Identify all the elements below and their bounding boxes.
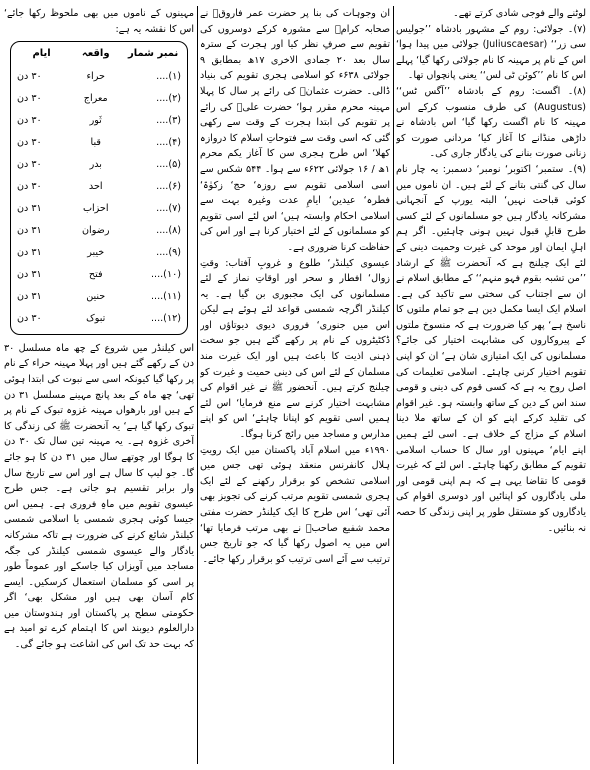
row-number: (۱۲).... bbox=[150, 312, 181, 324]
row-event: حنین bbox=[86, 290, 106, 302]
header-number: نمبر شمار bbox=[127, 48, 179, 60]
row-event: احزاب bbox=[82, 202, 109, 214]
table-row bbox=[17, 308, 181, 330]
row-number: (۴).... bbox=[156, 136, 181, 148]
paragraph: (۹)۔ ستمبر‘ اکتوبر‘ نومبر‘ دسمبر: یہ چار نام سال کی گنتی بتانے کے لئے ہیں۔ ان ناموں میں کوئی قباحت نہیں‘ البتہ یورپ کے آنجہانی مشرکانہ یادگار ہیں جو مسلمانوں کے لئے کسی طرح قابلِ قبول نہیں ہونی چاہئیں۔ اگر ہم اہلِ ایمان اور موحد کی غیرت وحمیت دینی کے لئے ایک چیلنج ہے کہ آنحضرت ﷺ کے ارشاد ’’من تشبہ بقوم فہو منہم‘‘ کے مطابق اسلام نے ان سے اجتناب کی سختی سے تاکید کی ہے۔ اسلام ایک ایسا مکمل دین ہے جو تمام ملتوں کا ناسخ ہے‘ پھر کیا ضرورت ہے کہ منسوخ ملتوں کے پیروکاروں کی مشابہت اختیار کی جائے؟ مسلمانوں کی ایک امتیازی شان ہے‘ ان کو اپنی تقویم اختیار کرنی چاہئے۔ اسلامی تعلیمات کی اصل روح یہ ہے کہ کسی قوم کی دینی و قومی سند اس کے دین کے ساتھ وابستہ ہو۔ غیر اقوام کی تقلید کرکے اپنے کو ان کے ساتھ ملا دینا اسلام کے مزاج کے خلاف ہے۔ اسی لئے ہمیں اپنے ایام‘ مہینوں اور سال کا حساب اسلامی تقویم کے مطابق رکھنا چاہئے۔ اس لئے کہ غیرت قومی کا تقاضا یہی ہے کہ ہم اپنی قومی اور ملی یادگاروں کو اپنائیں اور دوسری اقوام کی یادگاروں کو مستقل طور پر اپنی زندگی کا حصہ نہ بنائیں۔ bbox=[396, 163, 586, 534]
table-intro: مہینوں کے ناموں میں بھی ملحوظ رکھا جائے‘ اس کا نقشہ یہ ہے: bbox=[4, 8, 194, 35]
table-header-row bbox=[17, 45, 181, 66]
table-row bbox=[17, 132, 181, 154]
paragraph: (۸)۔ اگست: روم کے بادشاہ ’’آگس ٹس‘‘ (Augustus) کی طرف منسوب کرکے اس مہینہ کا نام اگست رکھا گیا‘ اس بادشاہ نے داڑھی منڈانے کا آغاز کیا‘ مردانی صورت کو زنانی صورت بنانے کی یادگار جاری کی۔ bbox=[396, 85, 586, 160]
paragraph: اس کیلنڈر میں شروع کے چھ ماہ مسلسل ۳۰ دن کے رکھے گئے ہیں اور پہلا مہینہ حراء کے نام پر رکھا گیا کیونکہ اسی سے نبوت کی ابتدا ہوئی تھی‘ چھ ماہ کے بعد پانچ مہینے مسلسل ۳۱ دن کے ہیں اور بارھواں مہینہ غزوہ تبوک کے نام پر تبوک رکھا گیا ہے‘ یہ آنحضرت ﷺ کی زندگی کا آخری غزوہ ہے۔ یہ مہینہ تین سال تک ۳۰ دن کا ہوگا اور چوتھے سال میں ۳۱ دن کا ہو جائے گا۔ جو لیپ کا سال ہے اور اس سے تاریخ سال وار برابر تقسیم ہو جاتی ہے۔ جس طرح عیسوی تقویم میں ماہِ فروری ہے۔ ہمیں اس جیسا کوئی ہجری شمسی یا اسلامی شمسی کیلنڈر شائع کرنے کی ضرورت ہے تاکہ مشرکانہ یادگار والے عیسوی شمسی کیلنڈر کی جگہ مساجد میں آویزاں کیا جاسکے اور عموماً طور پر اسی کو مسلمان استعمال کرسکیں۔ ایسے کام آسان بھی ہیں اور مشکل بھی‘ اگر حکومتی سطح پر پاکستان اور ہندوستان میں دارالعلوم دیوبند اس کا اہتمام کرے تو امید ہے کہ بہت حد تک اس کی اشاعت ہو جائے گی۔ bbox=[4, 342, 194, 651]
row-number: (۱).... bbox=[156, 70, 181, 82]
row-number: (۵).... bbox=[156, 158, 181, 170]
row-days: ۳۰ دن bbox=[17, 136, 42, 148]
table-row bbox=[17, 220, 181, 242]
paragraph: لوٹنے والے فوجی شادی کرتے تھے۔ bbox=[453, 8, 586, 19]
row-event: فتح bbox=[88, 268, 103, 280]
row-event: خیبر bbox=[87, 246, 105, 258]
row-event: احد bbox=[88, 180, 103, 192]
row-number: (۱۰).... bbox=[150, 268, 181, 280]
header-days: ایام bbox=[32, 48, 51, 60]
months-table-box bbox=[10, 41, 188, 335]
row-days: ۳۱ دن bbox=[17, 290, 42, 302]
row-days: ۳۰ دن bbox=[17, 312, 42, 324]
table-row bbox=[17, 66, 181, 88]
table-row bbox=[17, 286, 181, 308]
row-event: قبا bbox=[90, 136, 101, 148]
row-days: ۳۱ دن bbox=[17, 224, 42, 236]
table-row bbox=[17, 176, 181, 198]
row-number: (۶).... bbox=[156, 180, 181, 192]
months-table bbox=[17, 45, 181, 330]
row-number: (۸).... bbox=[156, 224, 181, 236]
paragraph: عیسوی کیلنڈر‘ طلوع و غروبِ آفتاب: وقتِ زوال‘ افطار و سحر اور اوقاتِ نماز کے لئے مسلمانوں کی ایک مجبوری بن گیا ہے۔ یہ کیلنڈر اگرچہ شمسی قواعد لئے ہوئے ہے لیکن اس میں جنوری‘ فروری دیوی دیوتاؤں اور ڈکٹیٹروں کے نام پر رکھے گئے ہیں جو سخت ذہنی اذیت کا باعث ہیں اور ایک غیرت مند مسلمان کے لئے اس کی دینی حمیت و غیرت کو چیلنج کرتے ہیں۔ آنحضور ﷺ نے غیر اقوام کی مشابہت اختیار کرنے سے منع فرمایا‘ اس لئے ہمیں اسی تقویم کو اپنانا چاہئے‘ اس کو اپنے مدارس و مساجد میں رائج کرنا ہوگا۔ bbox=[200, 257, 390, 441]
table-row bbox=[17, 88, 181, 110]
row-days: ۳۰ دن bbox=[17, 92, 42, 104]
row-number: (۱۱).... bbox=[150, 290, 181, 302]
column-right bbox=[396, 6, 586, 764]
column-rule bbox=[393, 6, 394, 764]
header-event: واقعہ bbox=[81, 48, 110, 60]
paragraph: (۷)۔ جولائی: روم کے مشہور بادشاہ ’’جولیس سی زر‘‘ (Juliuscaesar) جولائی میں پیدا ہوا‘ اس کے نام پر مہینہ کا نام جولائی رکھا گیا‘ پہلے اس کا نام ’’کوئن ٹی لس‘‘ یعنی پانچواں تھا۔ bbox=[396, 23, 586, 82]
table-row bbox=[17, 242, 181, 264]
row-event: رضوان bbox=[82, 224, 110, 236]
row-event: بدر bbox=[89, 158, 102, 170]
row-days: ۳۰ دن bbox=[17, 114, 42, 126]
row-event: معراج bbox=[83, 92, 108, 104]
row-number: (۷).... bbox=[156, 202, 181, 214]
row-days: ۳۰ دن bbox=[17, 158, 42, 170]
row-event: حراء bbox=[86, 70, 105, 82]
paragraph: ۱۹۹۰ء میں اسلام آباد پاکستان میں ایک رویتِ ہلال کانفرنس منعقد ہوئی تھی جس میں اسلامی تشخص کو برقرار رکھنے کے لئے ایک ہجری شمسی تقویم مرتب کرنے کی تجویز بھی آئی تھی‘ اس طرح کا ایک کیلنڈر حضرت مفتی محمد شفیع صاحبؒ نے بھی مرتب فرمایا تھا‘ اس میں یہ اصول رکھا گیا کہ جو تاریخ جس ترتیب سے آئے اسی ترتیب کو برقرار رکھا جائے۔ bbox=[200, 444, 390, 565]
table-row bbox=[17, 154, 181, 176]
table-row bbox=[17, 264, 181, 286]
column-left bbox=[4, 6, 194, 764]
row-number: (۳).... bbox=[156, 114, 181, 126]
row-event: تبوک bbox=[86, 312, 106, 324]
row-days: ۳۱ دن bbox=[17, 202, 42, 214]
row-days: ۳۱ دن bbox=[17, 246, 42, 258]
row-number: (۲).... bbox=[156, 92, 181, 104]
table-row bbox=[17, 198, 181, 220]
row-days: ۳۰ دن bbox=[17, 180, 42, 192]
column-middle bbox=[200, 6, 390, 764]
column-rule bbox=[197, 6, 198, 764]
row-days: ۳۰ دن bbox=[17, 70, 42, 82]
paragraph: ان وجوہات کی بنا پر حضرت عمر فاروقؓ نے صحابہ کرامؓ سے مشورہ کرکے دوسروں کی تقویم سے صرفِ نظر کیا اور ہجرت کے سترہ سال بعد ۲۰ جمادی الاخری ۱۷ھ بمطابق ۹ جولائی ۶۳۸ء کو اسلامی ہجری تقویم کی بنیاد ڈالی۔ حضرت عثمانؓ کی رائے پر سال کا پہلا مہینہ محرم مقرر ہوا‘ حضرت علیؓ کی رائے پر تقویم کی ابتدا ہجرت کے وقت سے رکھی گئی کہ اسی وقت سے فتوحاتِ اسلام کا دروازہ کھلا‘ اس طرح ہجری سن کا آغاز یکم محرم ۱ھ / ۱۶ جولائی ۶۲۲ء سے ہوا۔ ۵۴۴ شکس سے اسی اسلامی تقویم سے روزہ‘ حج‘ زکوٰۃ‘ فطرہ‘ عیدین‘ ایامِ عدت وغیرہ بہت سے اسلامی احکام وابستہ ہیں‘ اس لئے اسی تقویم کو مسلمانوں کے لئے اختیار کرنا ہے اور اس کی حفاظت کرنا ضروری ہے۔ bbox=[200, 8, 390, 253]
row-number: (۹).... bbox=[156, 246, 181, 258]
row-days: ۳۱ دن bbox=[17, 268, 42, 280]
table-row bbox=[17, 110, 181, 132]
row-event: ثَور bbox=[89, 114, 102, 126]
